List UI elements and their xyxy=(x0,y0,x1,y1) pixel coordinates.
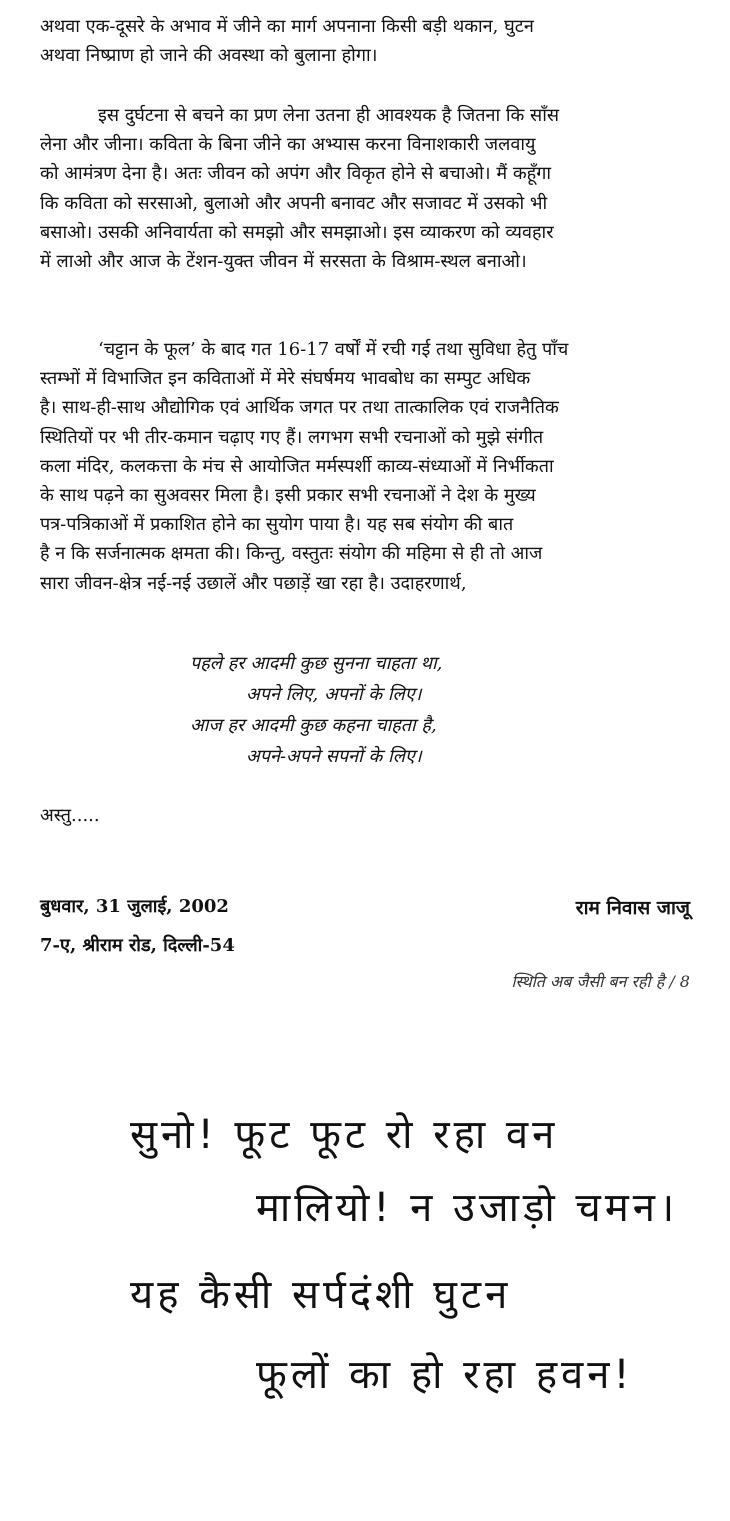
paragraph-line: ‘चट्टान के फूल’ के बाद गत 16-17 वर्षों में रची गई तथा सुविधा हेतु पाँच xyxy=(98,339,569,360)
closing-word: अस्तु..... xyxy=(40,805,100,826)
page-footer: स्थिति अब जैसी बन रही है / 8 xyxy=(511,972,690,991)
paragraph-line: में लाओ और आज के टेंशन-युक्त जीवन में सरसता के विश्राम-स्थल बनाओ। xyxy=(40,251,527,273)
quoted-verse xyxy=(190,648,442,772)
verse-line: अपने-अपने सपनों के लिए। xyxy=(246,746,422,767)
paragraph-line: है। साथ-ही-साथ औद्योगिक एवं आर्थिक जगत पर तथा तात्कालिक एवं राजनैतिक xyxy=(40,397,559,419)
paragraph-line: कि कविता को सरसाओ, बुलाओ और अपनी बनावट और सजावट में उसको भी xyxy=(40,192,548,214)
paragraph-line: है न कि सर्जनात्मक क्षमता की। किन्तु, वस्तुतः संयोग की महिमा से ही तो आज xyxy=(40,543,543,565)
paragraph-line: इस दुर्घटना से बचने का प्रण लेना उतना ही आवश्यक है जितना कि साँस xyxy=(98,105,560,126)
paragraph-line: कला मंदिर, कलकत्ता के मंच से आयोजित मर्मस्पर्शी काव्य-संध्याओं में निर्भीकता xyxy=(40,455,554,477)
handwritten-line: सुनो! फूट फूट रो रहा वन xyxy=(130,1112,559,1158)
paragraph-2 xyxy=(40,101,700,276)
handwritten-line: मालियो! न उजाड़ो चमन। xyxy=(256,1185,679,1231)
signature-date: बुधवार, 31 जुलाई, 2002 xyxy=(40,896,229,917)
paragraph-line: के साथ पढ़ने का सुअवसर मिला है। इसी प्रकार सभी रचनाओं ने देश के मुख्य xyxy=(40,485,536,507)
verse-line: आज हर आदमी कुछ कहना चाहता है, xyxy=(190,715,437,736)
paragraph-line: को आमंत्रण देना है। अतः जीवन को अपंग और विकृत होने से बचाओ। मैं कहूँगा xyxy=(40,163,552,185)
handwritten-line: यह कैसी सर्पदंशी घुटन xyxy=(130,1272,512,1318)
paragraph-line: स्तम्भों में विभाजित इन कविताओं में मेरे संघर्षमय भावबोध का सम्पुट अधिक xyxy=(40,368,531,390)
verse-line: पहले हर आदमी कुछ सुनना चाहता था, xyxy=(190,653,443,674)
signature-address: 7-ए, श्रीराम रोड, दिल्ली-54 xyxy=(40,935,235,956)
author-name: राम निवास जाजू xyxy=(575,897,690,919)
paragraph-1 xyxy=(40,12,700,70)
verse-line: अपने लिए, अपनों के लिए। xyxy=(246,684,422,705)
handwritten-line: फूलों का हो रहा हवन! xyxy=(256,1352,634,1398)
paragraph-line: अथवा निष्प्राण हो जाने की अवस्था को बुलाना होगा। xyxy=(40,45,378,67)
paragraph-line: लेना और जीना। कविता के बिना जीने का अभ्यास करना विनाशकारी जलवायु xyxy=(40,134,536,156)
paragraph-3 xyxy=(40,335,700,598)
paragraph-line: अथवा एक-दूसरे के अभाव में जीने का मार्ग अपनाना किसी बड़ी थकान, घुटन xyxy=(40,16,534,37)
paragraph-line: पत्र-पत्रिकाओं में प्रकाशित होने का सुयोग पाया है। यह सब संयोग की बात xyxy=(40,514,514,536)
paragraph-line: स्थितियों पर भी तीर-कमान चढ़ाए गए हैं। लगभग सभी रचनाओं को मुझे संगीत xyxy=(40,426,544,448)
paragraph-line: सारा जीवन-क्षेत्र नई-नई उछालें और पछाड़ें खा रहा है। उदाहरणार्थ, xyxy=(40,572,467,594)
paragraph-line: बसाओ। उसकी अनिवार्यता को समझो और समझाओ। इस व्याकरण को व्यवहार xyxy=(40,221,554,243)
